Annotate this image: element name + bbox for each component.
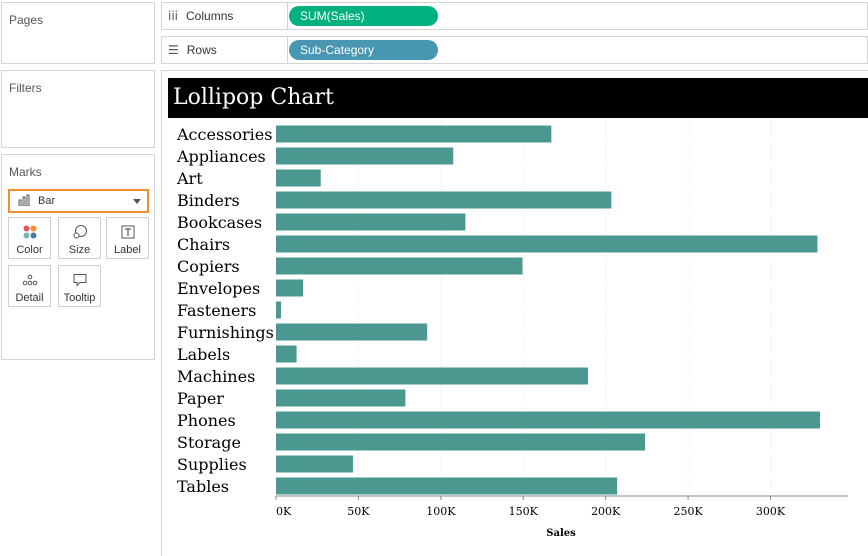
marks-card	[1, 154, 155, 360]
columns-pill[interactable]: SUM(Sales)	[289, 6, 438, 26]
category-label: Paper	[177, 389, 224, 408]
rows-shelf[interactable]	[161, 36, 868, 64]
color-button[interactable]	[8, 217, 51, 259]
rows-shelf-label: Rows	[186, 43, 217, 57]
bar	[276, 412, 820, 429]
size-button-label: Size	[68, 244, 91, 256]
color-button-label: Color	[16, 244, 43, 256]
bar	[276, 148, 453, 165]
bar	[276, 192, 611, 209]
x-tick-label: 250K	[673, 505, 703, 518]
category-label: Labels	[177, 345, 231, 364]
category-label: Tables	[177, 477, 230, 496]
detail-button-label: Detail	[15, 292, 44, 304]
x-tick-label: 0K	[276, 505, 292, 518]
mark-type-label: Bar	[38, 195, 56, 207]
x-axis-title: Sales	[546, 528, 576, 539]
category-label: Envelopes	[177, 279, 261, 298]
bar	[276, 280, 303, 297]
color-icon	[22, 222, 38, 242]
mark-type-dropdown[interactable]	[8, 189, 149, 213]
x-tick-label: 50K	[347, 505, 370, 518]
label-button[interactable]	[106, 217, 149, 259]
bar	[276, 126, 551, 143]
category-label: Furnishings	[177, 323, 274, 342]
size-icon	[72, 222, 88, 242]
category-label: Phones	[177, 411, 236, 430]
x-tick-label: 200K	[591, 505, 621, 518]
bar	[276, 236, 817, 253]
category-label: Accessories	[177, 125, 273, 144]
category-label: Bookcases	[177, 213, 263, 232]
category-label: Machines	[177, 367, 256, 386]
tooltip-button[interactable]	[58, 265, 101, 307]
marks-title: Marks	[9, 165, 42, 179]
category-label: Supplies	[177, 455, 247, 474]
rows-pill[interactable]: Sub-Category	[289, 40, 438, 60]
chevron-down-icon[interactable]	[133, 199, 141, 204]
shelf-divider	[287, 37, 288, 63]
x-tick-label: 100K	[426, 505, 456, 518]
bar	[276, 302, 281, 319]
tooltip-icon	[72, 270, 88, 290]
bar-chart	[168, 120, 868, 556]
bar	[276, 324, 427, 341]
tooltip-button-label: Tooltip	[63, 292, 96, 304]
shelf-divider	[287, 3, 288, 29]
filters-card[interactable]	[1, 70, 155, 148]
columns-icon: iii	[168, 9, 179, 23]
label-icon	[121, 222, 135, 242]
bar	[276, 434, 645, 451]
bar	[276, 170, 321, 187]
rows-icon: ☰	[168, 43, 179, 57]
x-tick-label: 300K	[755, 505, 786, 518]
filters-title: Filters	[9, 81, 42, 95]
x-tick-label: 150K	[508, 505, 538, 518]
bar-chart-icon	[18, 194, 32, 209]
pages-title: Pages	[9, 13, 44, 27]
category-label: Fasteners	[177, 301, 257, 320]
category-label: Copiers	[177, 257, 240, 276]
category-label: Appliances	[177, 147, 266, 166]
bar	[276, 368, 588, 385]
bar	[276, 214, 465, 231]
label-button-label: Label	[114, 244, 141, 256]
columns-shelf-label: Columns	[186, 9, 234, 23]
bar	[276, 346, 297, 363]
category-label: Chairs	[177, 235, 231, 254]
detail-icon	[22, 270, 38, 290]
bar	[276, 258, 522, 275]
size-button[interactable]	[58, 217, 101, 259]
bar	[276, 478, 617, 495]
chart-title: Lollipop Chart	[168, 78, 868, 118]
columns-shelf[interactable]	[161, 2, 868, 30]
category-label: Storage	[177, 433, 241, 452]
detail-button[interactable]	[8, 265, 51, 307]
bar	[276, 456, 353, 473]
category-label: Art	[177, 169, 203, 188]
pages-card[interactable]	[1, 2, 155, 64]
category-label: Binders	[177, 191, 240, 210]
bar	[276, 390, 405, 407]
